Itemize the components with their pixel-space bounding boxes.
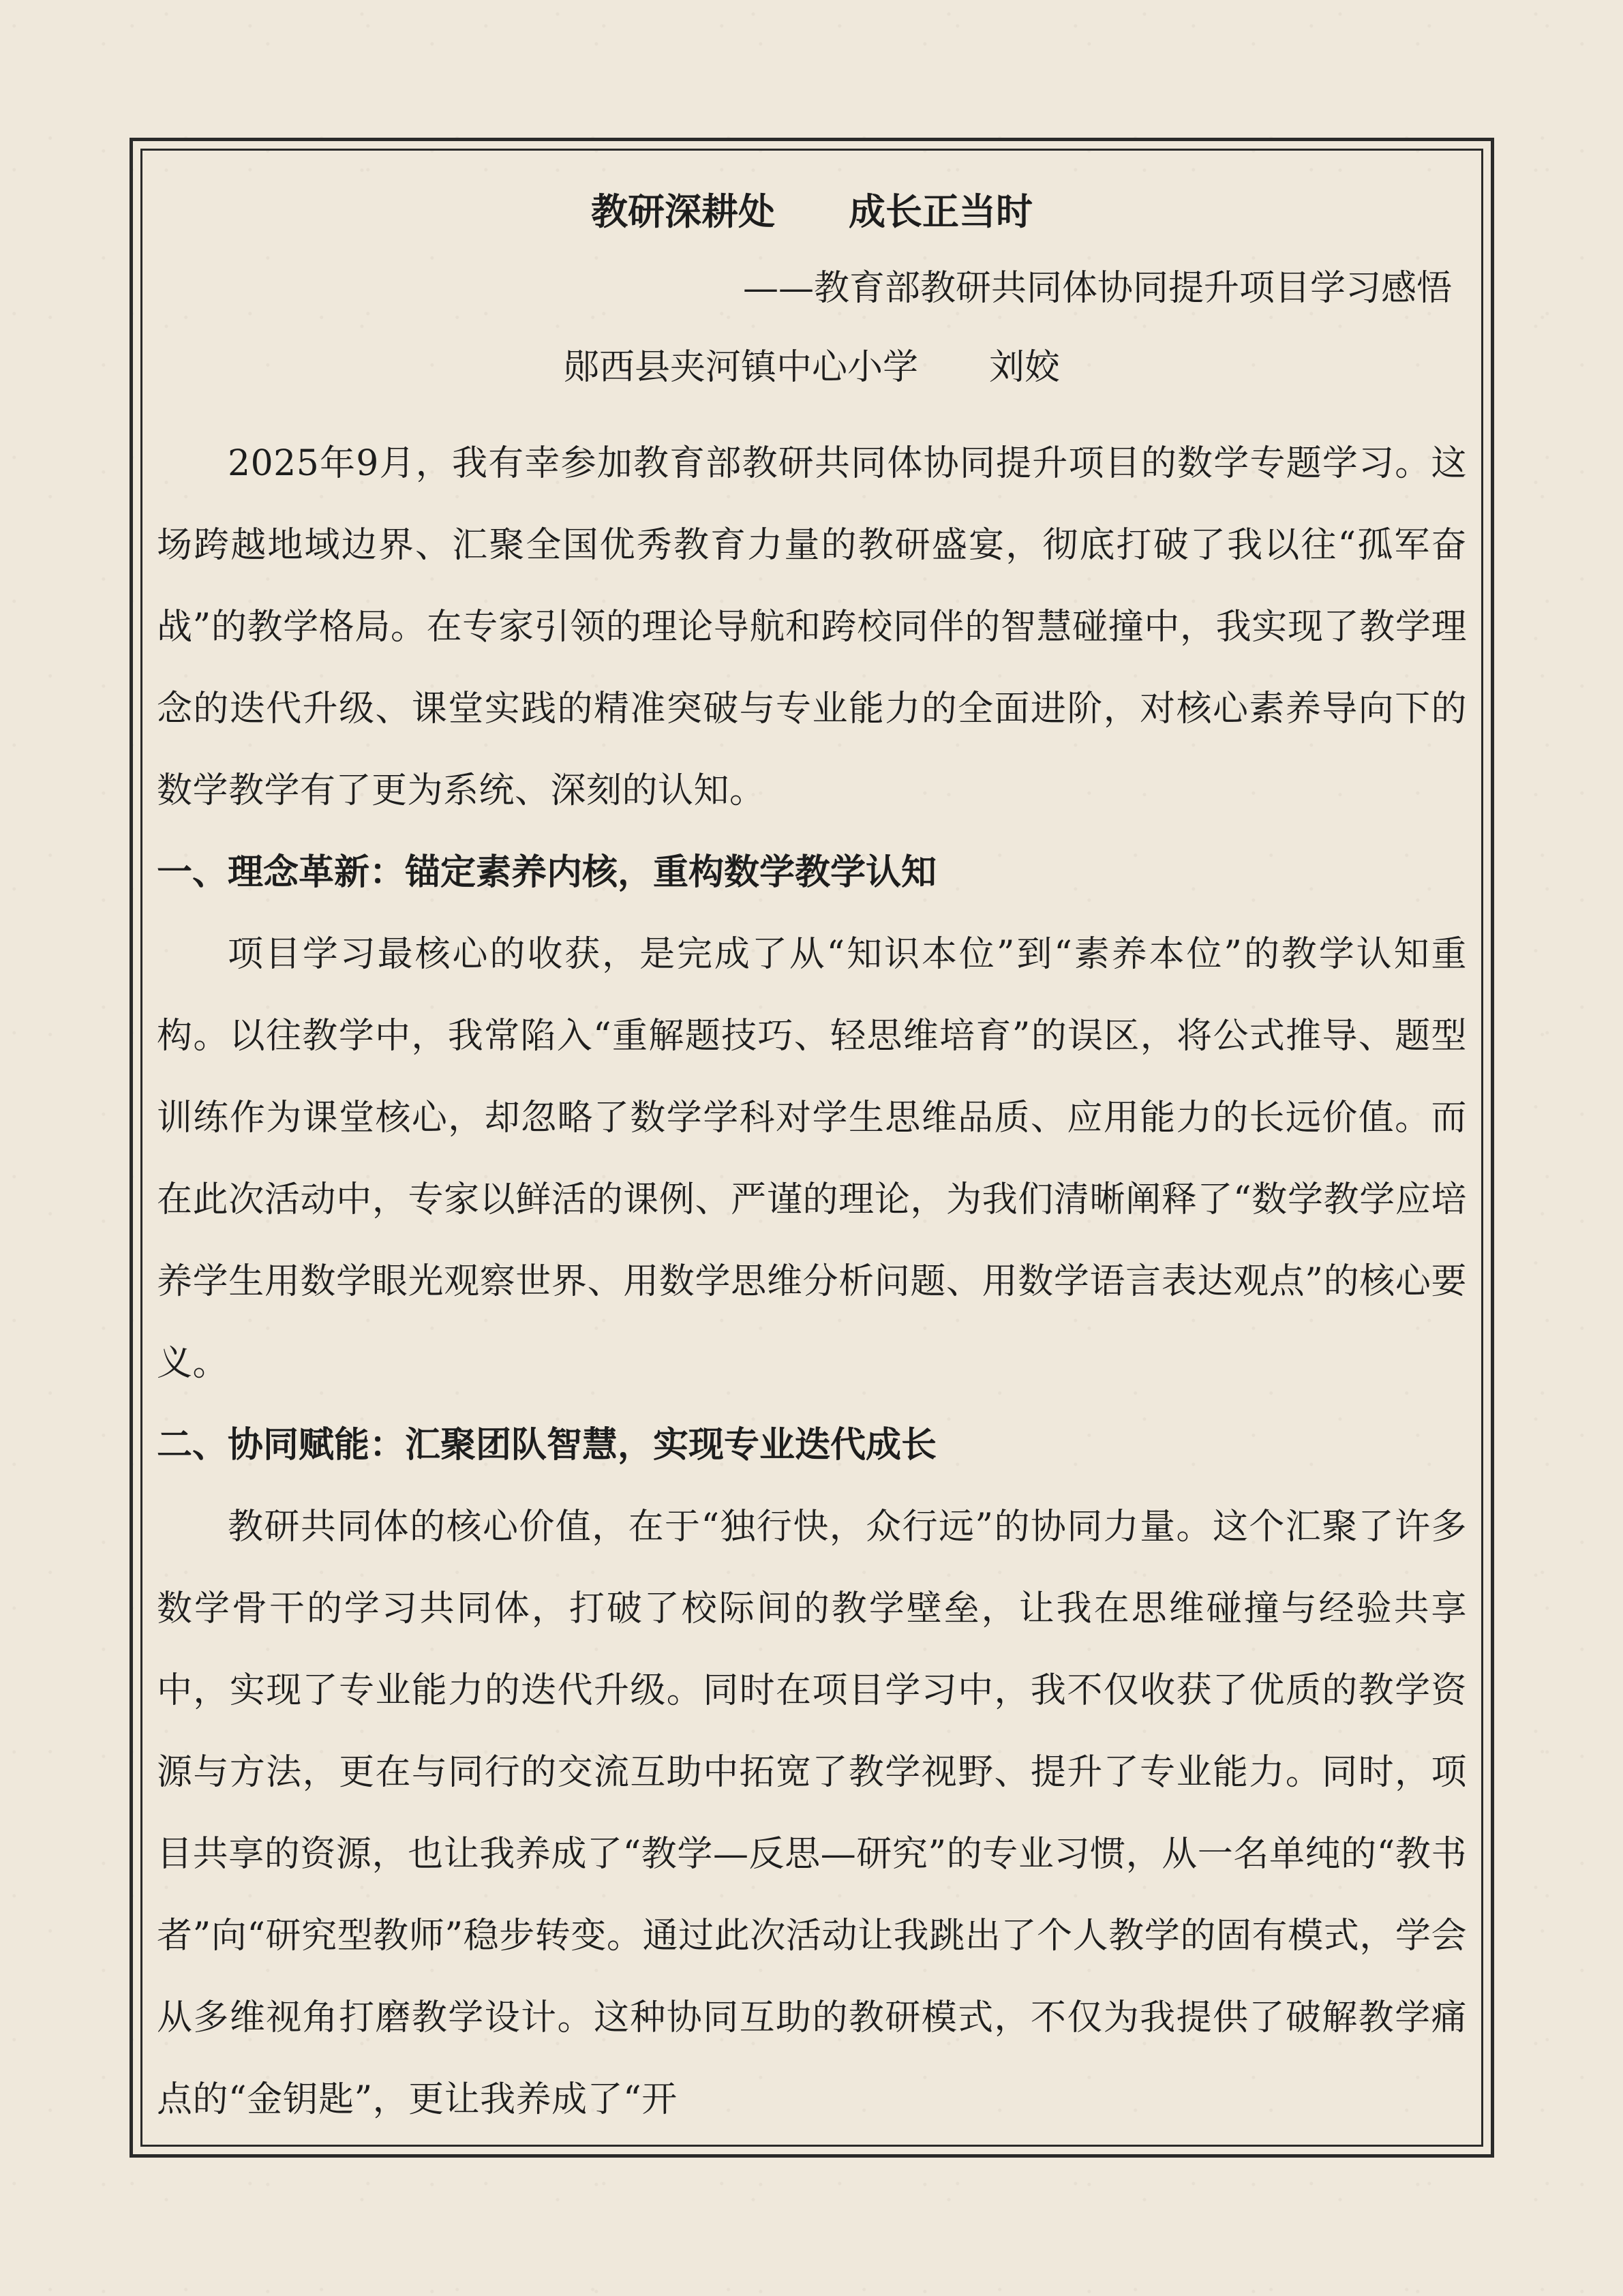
- author-line: 郧西县夹河镇中心小学 刘姣: [563, 347, 1060, 388]
- document-title: 教研深耕处 成长正当时: [591, 190, 1033, 233]
- section-heading-2: 二、协同赋能：汇聚团队智慧，实现专业迭代成长: [157, 1425, 937, 1466]
- document-page: [157, 161, 1467, 2138]
- section-2-paragraph: 教研共同体的核心价值，在于“独行快，众行远”的协同力量。这个汇聚了许多数学骨干的学习共同体，打破了校际间的教学壁垒，让我在思维碰撞与经验共享中，实现了专业能力的迭代升级。同时在项目学习中，我不仅收获了优质的教学资源与方法，更在与同行的交流互助中拓宽了教学视野、提升了专业能力。同时，项目共享的资源，也让我养成了“教学—反思—研究”的专业习惯，从一名单纯的“教书者”向“研究型教师”稳步转变。通过此次活动让我跳出了个人教学的固有模式，学会从多维视角打磨教学设计。这种协同互助的教研模式，不仅为我提供了破解教学痛点的“金钥匙”，更让我养成了“开: [157, 1507, 1467, 2120]
- document-body: [157, 423, 1467, 2138]
- section-heading-1: 一、理念革新：锚定素养内核，重构数学教学认知: [157, 852, 937, 893]
- intro-paragraph: 2025年9月，我有幸参加教育部教研共同体协同提升项目的数学专题学习。这场跨越地域边界、汇聚全国优秀教育力量的教研盛宴，彻底打破了我以往“孤军奋战”的教学格局。在专家引领的理论导航和跨校同伴的智慧碰撞中，我实现了教学理念的迭代升级、课堂实践的精准突破与专业能力的全面进阶，对核心素养导向下的数学教学有了更为系统、深刻的认知。: [157, 443, 1467, 811]
- document-subtitle: ——教育部教研共同体协同提升项目学习感悟: [742, 268, 1452, 309]
- section-1-paragraph: 项目学习最核心的收获，是完成了从“知识本位”到“素养本位”的教学认知重构。以往教学中，我常陷入“重解题技巧、轻思维培育”的误区，将公式推导、题型训练作为课堂核心，却忽略了数学学科对学生思维品质、应用能力的长远价值。而在此次活动中，专家以鲜活的课例、严谨的理论，为我们清晰阐释了“数学教学应培养学生用数学眼光观察世界、用数学思维分析问题、用数学语言表达观点”的核心要义。: [157, 934, 1467, 1384]
